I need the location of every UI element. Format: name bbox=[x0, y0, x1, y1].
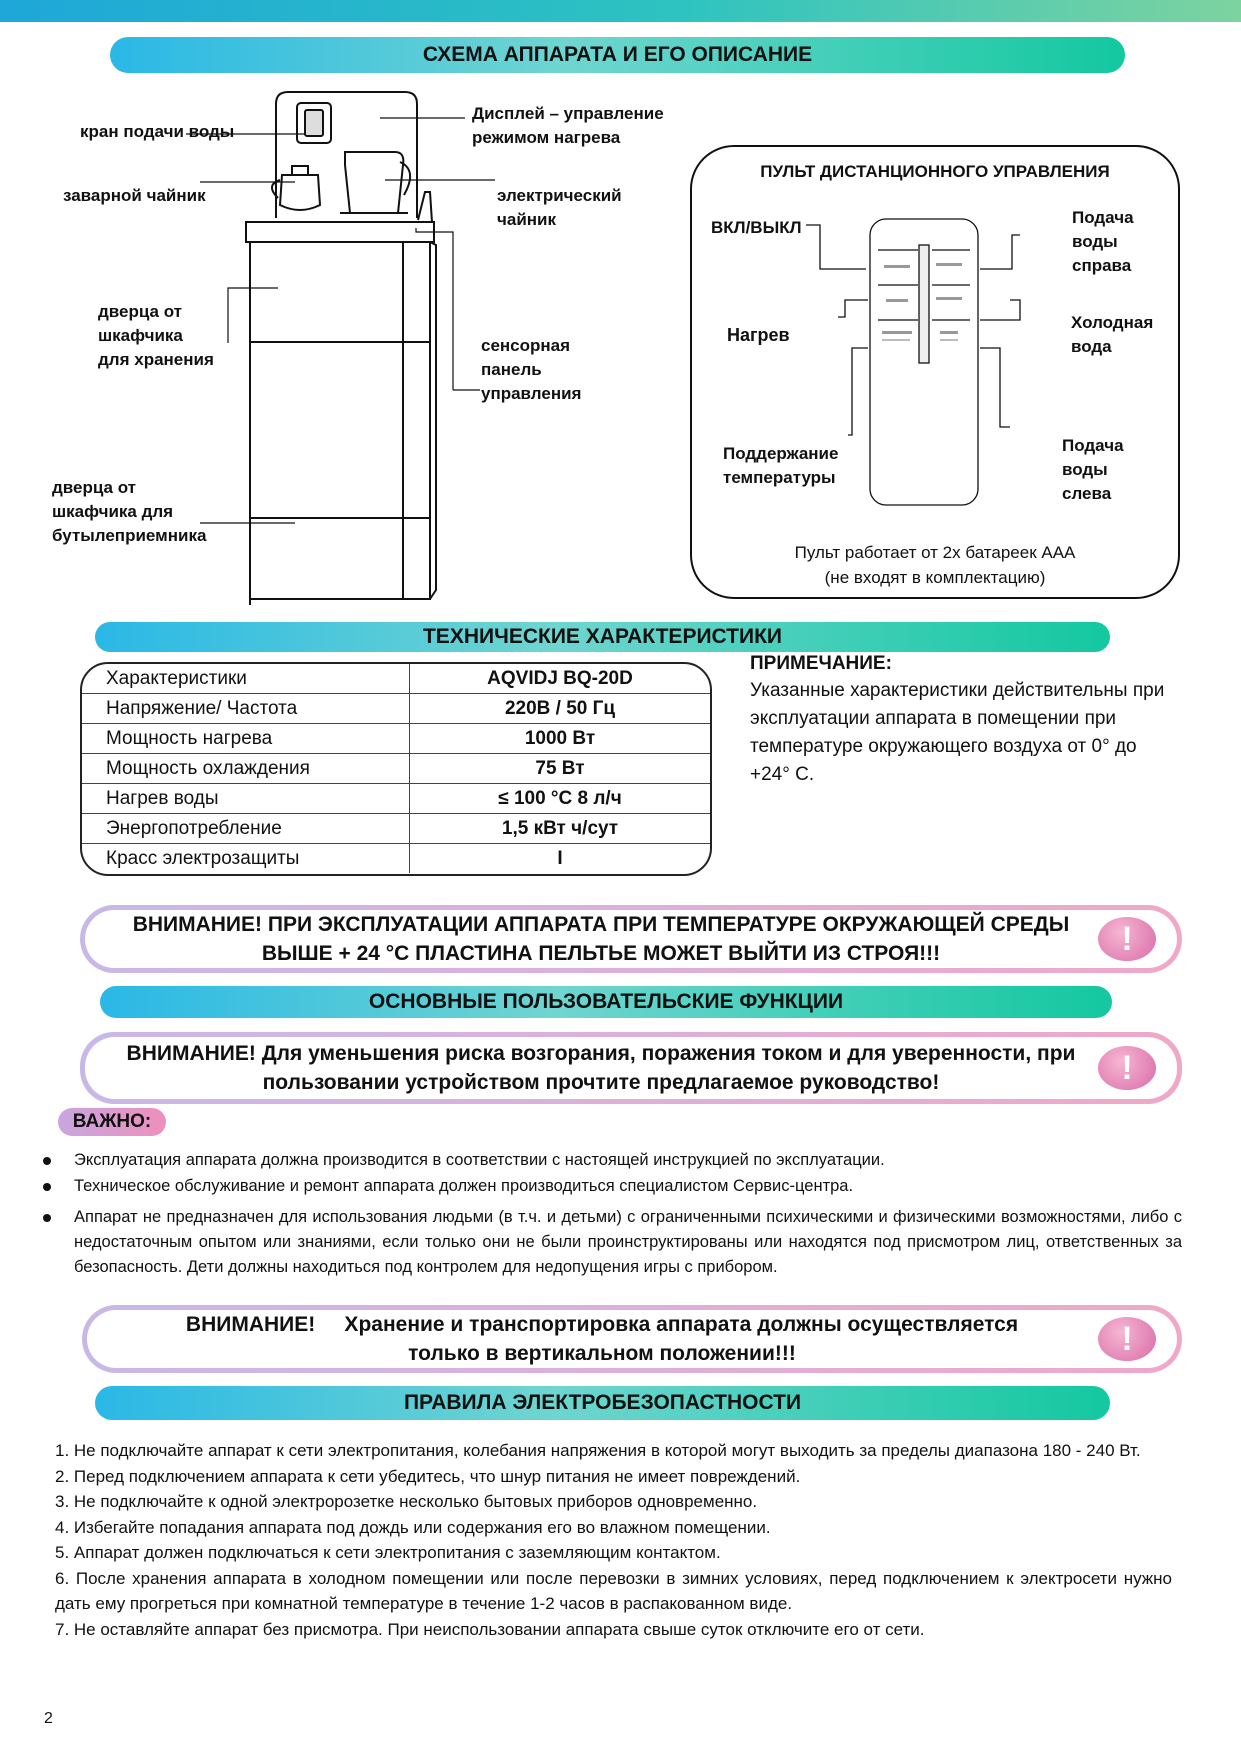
label-sensor-panel: сенсорная панель управления bbox=[481, 336, 582, 403]
exclamation-icon: ! bbox=[1098, 1317, 1156, 1361]
table-row bbox=[82, 754, 710, 784]
important-item: Эксплуатация аппарата должна производится в соответствии с настоящей инструкцией по эксплуатации. bbox=[74, 1148, 1182, 1173]
exclamation-icon: ! bbox=[1098, 1046, 1156, 1090]
section-title: СХЕМА АППАРАТА И ЕГО ОПИСАНИЕ bbox=[422, 43, 813, 66]
spec-name: Напряжение/ Частота bbox=[82, 694, 410, 724]
remote-label-keep-temp: Поддержание температуры bbox=[723, 444, 839, 487]
label-brew-kettle: заварной чайник bbox=[63, 186, 206, 205]
rule-item: 6. После хранения аппарата в холодном помещении или после перевозки в зимних условиях, перед подключением к электросети нужно дать ему прогреться при комнатной температуре в течение 1-2 часов в распакованном виде. bbox=[55, 1568, 1172, 1613]
table-row bbox=[82, 814, 710, 844]
spec-name: Красс электрозащиты bbox=[106, 847, 300, 869]
important-item: Аппарат не предназначен для использования людьми (в т.ч. и детьми) с ограниченными психическими и физическими возможностями, либо с недостаточным опытом или знаниями, если только они не были проинструктированы или находятся под присмотром лиц, ответственных за безопасность. Дети должны находиться под контролем для недопущения игры с прибором. bbox=[74, 1205, 1182, 1280]
section-title: ПРАВИЛА ЭЛЕКТРОБЕЗОПАСТНОСТИ bbox=[403, 1391, 802, 1414]
label-door-storage: дверца от шкафчика для хранения bbox=[98, 302, 214, 369]
page-number: 2 bbox=[44, 1710, 53, 1727]
important-item: Техническое обслуживание и ремонт аппарата должен производиться специалистом Сервис-центра. bbox=[74, 1174, 1182, 1199]
table-row bbox=[82, 844, 710, 874]
section-header-scheme bbox=[110, 37, 1125, 73]
spec-name: Мощность охлаждения bbox=[82, 754, 410, 784]
rule-item: 4. Избегайте попадания аппарата под дождь или содержания его во влажном помещении. bbox=[55, 1517, 771, 1537]
top-gradient-bar bbox=[0, 0, 1241, 22]
section-header-functions bbox=[100, 986, 1112, 1018]
rule-item: 7. Не оставляйте аппарат без присмотра. При неиспользовании аппарата свыше суток отключите его от сети. bbox=[55, 1619, 925, 1639]
important-badge: ВАЖНО: bbox=[58, 1108, 166, 1136]
warning-storage: ВНИМАНИЕ! Хранение и транспортировка аппарата должны осуществляется только в вертикальном положении!!! ! bbox=[82, 1305, 1182, 1373]
label-door-bottle: дверца от шкафчика для бутылеприемника bbox=[52, 478, 207, 545]
label-electric-kettle: электрический чайник bbox=[497, 186, 622, 229]
rule-item: 5. Аппарат должен подключаться к сети электропитания с заземляющим контактом. bbox=[55, 1543, 721, 1562]
table-row bbox=[82, 724, 710, 754]
remote-label-cold-water: Холодная вода bbox=[1071, 313, 1154, 356]
bullet-icon bbox=[43, 1157, 51, 1165]
section-title: ТЕХНИЧЕСКИЕ ХАРАКТЕРИСТИКИ bbox=[422, 625, 783, 648]
spec-value: I bbox=[410, 844, 711, 874]
remote-battery-note: Пульт работает от 2х батареек ААА (не входят в комплектацию) bbox=[794, 543, 1076, 587]
spec-value: 75 Вт bbox=[410, 754, 711, 784]
note-block bbox=[750, 651, 1180, 789]
spec-value: 220В / 50 Гц bbox=[410, 694, 711, 724]
remote-label-on-off: ВКЛ/ВЫКЛ bbox=[711, 218, 802, 237]
section-header-specs bbox=[95, 622, 1110, 652]
rule-item: 2. Перед подключением аппарата к сети убедитесь, что шнур питания не имеет повреждений. bbox=[55, 1466, 801, 1486]
spec-name: Мощность нагрева bbox=[82, 724, 410, 754]
table-row bbox=[82, 694, 710, 724]
warning-fire: ВНИМАНИЕ! Для уменьшения риска возгорания, поражения током и для уверенности, при пользовании устройством прочтите предлагаемое руководство! ! bbox=[80, 1032, 1182, 1104]
rule-item: 3. Не подключайте к одной электророзетке несколько бытовых приборов одновременно. bbox=[55, 1492, 758, 1511]
spec-name: Энергопотребление bbox=[82, 814, 410, 844]
spec-value: 1,5 кВт ч/сут bbox=[410, 814, 711, 844]
remote-label-water-left: Подача воды слева bbox=[1062, 436, 1124, 503]
table-row bbox=[82, 784, 710, 814]
warning-peltier: ВНИМАНИЕ! ПРИ ЭКСПЛУАТАЦИИ АППАРАТА ПРИ ТЕМПЕРАТУРЕ ОКРУЖАЮЩЕЙ СРЕДЫ ВЫШЕ + 24 °С ПЛАСТИНА ПЕЛЬТЬЕ МОЖЕТ ВЫЙТИ ИЗ СТРОЯ!!! ! bbox=[80, 905, 1182, 973]
remote-label-heat: Нагрев bbox=[727, 325, 790, 345]
bullet-icon bbox=[43, 1183, 51, 1191]
spec-value: 1000 Вт bbox=[410, 724, 711, 754]
remote-label-water-right: Подача воды справа bbox=[1072, 208, 1134, 275]
spec-value: AQVIDJ BQ-20D bbox=[410, 664, 711, 694]
rules-list bbox=[55, 1438, 1172, 1642]
spec-name: Нагрев воды bbox=[82, 784, 410, 814]
rule-item: 1. Не подключайте аппарат к сети электропитания, колебания напряжения в которой могут выходить за пределы диапазона 180 - 240 Вт. bbox=[55, 1441, 1141, 1460]
section-title: ОСНОВНЫЕ ПОЛЬЗОВАТЕЛЬСКИЕ ФУНКЦИИ bbox=[368, 990, 844, 1013]
remote-title: ПУЛЬТ ДИСТАНЦИОННОГО УПРАВЛЕНИЯ bbox=[760, 162, 1110, 181]
note-title: ПРИМЕЧАНИЕ: bbox=[750, 653, 892, 674]
spec-name: Характеристики bbox=[82, 664, 410, 694]
table-row bbox=[82, 664, 710, 694]
bullet-icon bbox=[43, 1214, 51, 1222]
spec-value: ≤ 100 °С 8 л/ч bbox=[410, 784, 711, 814]
section-header-rules bbox=[95, 1386, 1110, 1420]
exclamation-icon: ! bbox=[1098, 917, 1156, 961]
specs-table bbox=[80, 662, 712, 876]
label-tap: кран подачи воды bbox=[80, 122, 235, 141]
label-display: Дисплей – управление режимом нагрева bbox=[472, 104, 664, 147]
note-text: Указанные характеристики действительны при эксплуатации аппарата в помещении при температуре окружающего воздуха от 0° до +24° С. bbox=[750, 680, 1165, 785]
